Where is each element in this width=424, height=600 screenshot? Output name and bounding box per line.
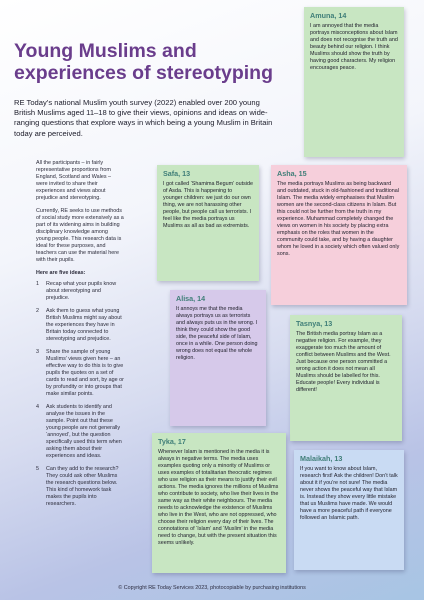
card-name: Alisa, 14	[176, 294, 206, 303]
list-item	[36, 281, 124, 302]
quote-card-safa	[157, 165, 259, 281]
item-text: Can they add to the research? They could ask other Muslims the research questions below. This kind of homework task makes the pupils into researchers.	[46, 466, 119, 507]
quote-card-amuna	[304, 7, 404, 157]
list-item	[36, 308, 124, 343]
ideas-heading: Here are five ideas:	[36, 270, 86, 276]
copyright-footer: © Copyright RE Today Services 2023, photocopiable by purchasing institutions	[118, 585, 306, 591]
item-number: 2	[36, 308, 39, 314]
page-title: Young Muslims and experiences of stereotyping	[14, 40, 274, 84]
quote-card-asha	[271, 165, 407, 305]
teacher-notes-column	[36, 160, 124, 514]
item-text: Recap what your pupils know about stereotyping and prejudice.	[46, 281, 117, 301]
notes-paragraph-1: All the participants – in fairly representative proportions from England, Scotland and Wales – were invited to share their experiences and views about prejudice and stereotyping.	[36, 160, 112, 201]
card-quote: The British media portray Islam as a negative religion. For example, they exaggerate too much the amount of conflict between Muslims and the West. Just because one person committed a wrong action it does not mean all Muslims should be labelled for this. Educate people! Every individual is different!	[296, 331, 391, 393]
item-text: Ask students to identify and analyse the issues in the sample. Point out that these young people are not generally ‘annoyed’, but the question specifically used this term when asking them about their experiences and ideas.	[46, 404, 122, 459]
card-name: Tasnya, 13	[296, 319, 333, 328]
card-name: Malaikah, 13	[300, 454, 343, 463]
card-quote: It annoys me that the media always portrays us as terrorists and always puts us in the wrong. I think they could show the good side, the peaceful side of Islam, once in a while. One person doing wrong does not equal the whole religion.	[176, 306, 258, 361]
notes-paragraph-2: Currently, RE seeks to use methods of social study more extensively as a part of its widening aims in building disciplinary knowledge among young people. This research data is ideal for these purposes, and teachers can use the material here with their pupils.	[36, 208, 124, 263]
quote-card-tasnya	[290, 315, 402, 441]
card-quote: Whenever Islam is mentioned in the media it is always in negative terms. The media uses examples quoting only a minority of Muslims or uses examples of totalitarian theocratic regimes who use religion as their means to justify their evil actions. The media ignores the millions of Muslims who contribute to society, who live their lives in the same way as their white neighbours. The media needs to acknowledge the existence of Muslims who live in the West, who are not oppressed, who choose their religion every day of their lives. The connotations of ‘Islam’ and ‘Muslim’ in the media need to change, but with the present situation this seems unlikely.	[158, 449, 279, 546]
item-text: Ask them to guess what young British Muslims might say about the experiences they have in Britain today connected to stereotyping and prejudice.	[46, 308, 122, 342]
card-quote: I am annoyed that the media portrays misconceptions about Islam and does not recognise the truth and beauty behind our religion. I think Muslims should show the truth by having good characters. My religion encourages peace.	[310, 23, 398, 71]
list-item	[36, 466, 124, 508]
intro-paragraph: RE Today’s national Muslim youth survey (2022) enabled over 200 young British Muslims aged 11–18 to give their views, opinions and ideas on wide-ranging questions that explore ways in which being a young Muslim in Britain today are perceived.	[14, 98, 273, 138]
item-number: 5	[36, 466, 39, 472]
list-item	[36, 404, 124, 460]
quote-card-alisa	[170, 290, 266, 426]
card-name: Safa, 13	[163, 169, 191, 178]
card-name: Tyka, 17	[158, 437, 186, 446]
item-number: 4	[36, 404, 39, 410]
card-name: Asha, 15	[277, 169, 307, 178]
card-quote: The media portrays Muslims as being backward and outdated, stuck in old-fashioned and traditional Islam. The media widely emphasises that Muslim women are the second-class citizens in Islam. But this could not be further from the truth in my experience. Muhammad completely changed the views on women in his society by placing extra emphasis on the roles that women in the community could take, and by having a daughter whom he loved in a society which often valued only sons.	[277, 181, 400, 257]
card-quote: I got called ‘Shamima Begum’ outside of Asda. This is happening to younger children: we just do our own thing, we are not harassing other people, but people call us terrorists. I feel like the media portrays us Muslims as all as bad as extremists.	[163, 181, 253, 229]
card-name: Amuna, 14	[310, 11, 347, 20]
item-text: Share the sample of young Muslims’ views given here – an effective way to do this is to give pupils the quotes on a set of cards to read and sort, by age or by profundity or into groups that make similar points.	[46, 349, 124, 397]
quote-card-tyka	[152, 433, 286, 573]
list-item	[36, 349, 124, 398]
quote-card-malaikah	[294, 450, 404, 570]
card-quote: If you want to know about Islam, research first! Ask the children! Don’t talk about it if you’re not sure! The media never shows the peaceful way that Islam is. Instead they show every little mistake that us Muslims have made. We would have a more peaceful path if everyone followed an Islamic path.	[300, 466, 398, 521]
ideas-list	[36, 281, 124, 508]
item-number: 3	[36, 349, 39, 355]
item-number: 1	[36, 281, 39, 287]
